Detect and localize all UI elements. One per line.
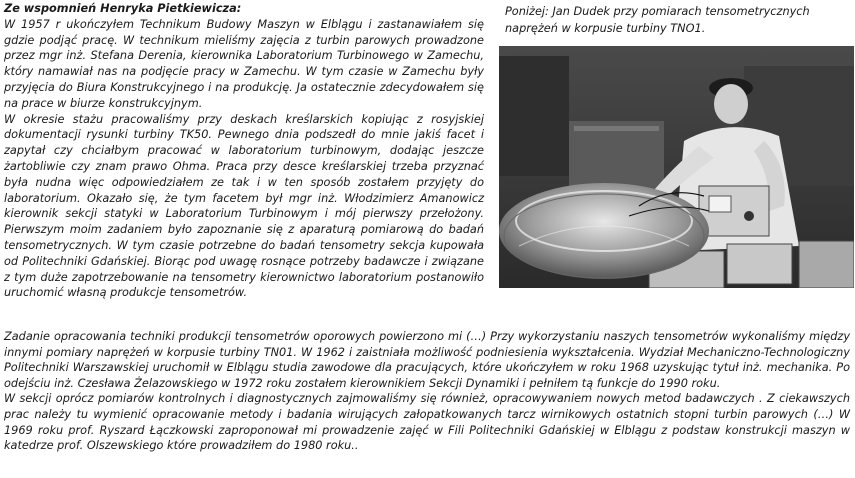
memoir-left-column: [4, 1, 484, 301]
memoir-paragraph-1: W 1957 r ukończyłem Technikum Budowy Maszyn w Elblągu i zastanawiałem się gdzie podjąć pracę. W technikum mieliśmy zajęcia z turbin parowych prowadzone przez mgr inż. Stefana Derenia, kierownika Laboratorium Turbinowego w Zamechu, który namawiał nas na podjęcie pracy w Zamechu. W tym czasie w Zamechu były przyjęcia do Biura Konstrukcyjnego i na produkcję. Ja ostatecznie zdecydowałem się na prace w biurze konstrukcyjnym.: [4, 17, 484, 110]
memoir-paragraph-3: Zadanie opracowania techniki produkcji tensometrów oporowych powierzono mi (…) Przy wykorzystaniu naszych tensometrów wykonaliśmy między innymi pomiary naprężeń w korpusie turbiny TN01. W 1962 i zaistniała możliwość podniesienia wykształcenia. Wydział Mechaniczno-Technologiczny Politechniki Warszawskiej uruchomił w Elblągu studia zawodowe dla pracujących, które ukończyłem w roku 1968 uzyskując tytuł inż. mechanika. Po odejściu inż. Czesława Żelazowskiego w 1972 roku zostałem kierownikiem Sekcji Dynamiki i pełniłem tą funkcje do 1990 roku.: [4, 330, 850, 390]
memoir-paragraph-2: W okresie stażu pracowaliśmy przy deskach kreślarskich kopiując z rosyjskiej dokumentacji rysunki turbiny TK50. Pewnego dnia podszedł do mnie jakiś facet i zapytał czy chciałbym pracować w laboratorium turbinowym, dodając jeszcze żartobliwie czy znam prawo Ohma. Praca przy desce kreślarskiej trzeba przyznać była nudna więc odpowiedziałem ze tak i w ten sposób zostałem przyjęty do laboratorium. Okazało się, że tym facetem był mgr inż. Włodzimierz Amanowicz kierownik sekcji statyki w Laboratorium Turbinowym i mój pierwszy przełożony. Pierwszym moim zadaniem było zapoznanie się z aparaturą pomiarową do badań tensometrycznych. W tym czasie potrzebne do badań tensometry sekcja kupowała od Politechniki Gdańskiej. Biorąc pod uwagę rosnące potrzeby badawcze i związane z tym duże zapotrzebowanie na tensometry kierownictwo laboratorium postanowiło uruchomić własną produkcje tensometrów.: [4, 112, 484, 300]
photo-caption: Poniżej: Jan Dudek przy pomiarach tensometrycznych naprężeń w korpusie turbiny TNO1.: [505, 5, 810, 35]
memoir-heading: Ze wspomnień Henryka Pietkiewicza:: [4, 2, 242, 15]
memoir-paragraph-4: W sekcji oprócz pomiarów kontrolnych i diagnostycznych zajmowaliśmy się również, opracowywaniem nowych metod badawczych . Z ciekawszych prac należy tu wymienić opracowanie metody i badania wirujących załopatkowanych tarcz wirnikowych ostatnich stopni turbin parowych (…) W 1969 roku prof. Ryszard Łączkowski zaproponował mi prowadzenie zajęć w Fili Politechniki Gdańskiej w Elblągu z podstaw konstrukcji maszyn w katedrze prof. Olszewskiego które prowadziłem do 1980 roku..: [4, 392, 850, 453]
photo-illustration: [499, 46, 854, 288]
historical-photo: [499, 46, 854, 288]
memoir-bottom-text: [4, 329, 850, 454]
